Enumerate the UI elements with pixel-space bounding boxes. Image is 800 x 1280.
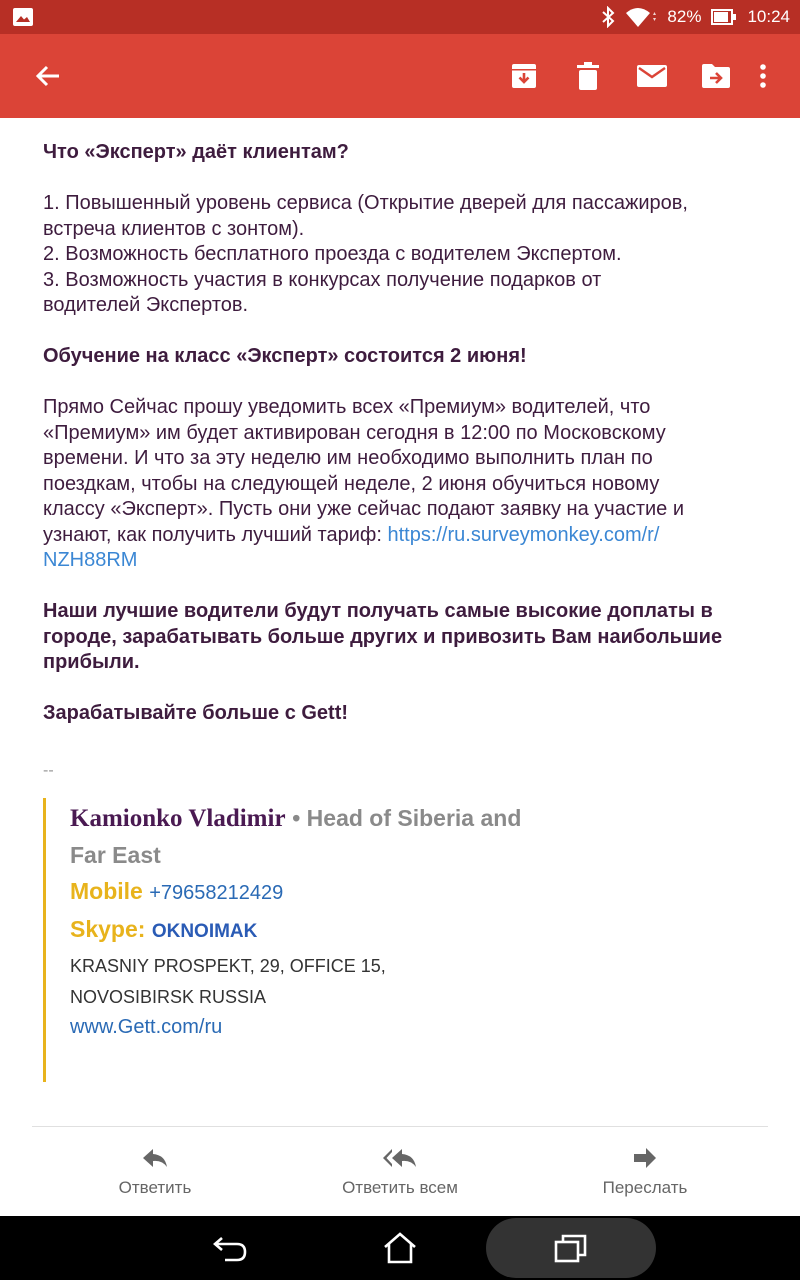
- email-heading-drivers: Наши лучшие водители будут получать самые высокие доплаты в: [43, 600, 713, 622]
- forward-icon: [545, 1140, 745, 1176]
- mail-icon[interactable]: [620, 52, 684, 100]
- address-line: NOVOSIBIRSK RUSSIA: [70, 987, 267, 1007]
- forward-label: Переслать: [602, 1178, 688, 1197]
- survey-link-continued[interactable]: NZH88RM: [43, 549, 138, 571]
- battery-icon: [711, 8, 737, 26]
- email-signature: [43, 798, 643, 1082]
- reply-all-icon: [300, 1140, 500, 1176]
- reply-bar: [0, 1140, 800, 1216]
- email-heading-benefits: Что «Эксперт» даёт клиентам?: [43, 141, 349, 163]
- forward-button[interactable]: [545, 1140, 745, 1210]
- mobile-phone-link[interactable]: +79658212429: [149, 882, 284, 904]
- signature-name: Kamionko Vladimir: [70, 805, 286, 832]
- email-body: [43, 140, 743, 784]
- email-heading-training: Обучение на класс «Эксперт» состоится 2 июня!: [43, 345, 527, 367]
- more-vert-icon[interactable]: [748, 52, 778, 100]
- email-list-line: водителей Экспертов.: [43, 294, 249, 316]
- skype-id[interactable]: OKNOIMAK: [151, 921, 258, 942]
- skype-label: Skype:: [70, 916, 146, 942]
- signature-title: • Head of Siberia and: [292, 805, 522, 831]
- bluetooth-icon: [601, 6, 615, 28]
- email-paragraph-line: поездкам, чтобы на следующей неделе, 2 июня обучиться новому: [43, 472, 660, 495]
- gallery-icon: [12, 7, 34, 27]
- reply-all-label: Ответить всем: [342, 1178, 458, 1197]
- navigation-bar: [0, 1216, 800, 1280]
- email-heading-drivers: прибыли.: [43, 651, 140, 673]
- status-bar: [0, 0, 800, 34]
- email-list-line: 2. Возможность бесплатного проезда с водителем Экспертом.: [43, 243, 622, 265]
- battery-percent: 82%: [667, 7, 702, 26]
- wifi-icon: [625, 6, 657, 28]
- clock: 10:24: [747, 7, 790, 26]
- survey-link[interactable]: https://ru.surveymonkey.com/r/: [387, 523, 660, 546]
- back-arrow-icon[interactable]: [28, 56, 68, 96]
- reply-all-button[interactable]: [300, 1140, 500, 1210]
- mobile-label: Mobile: [70, 878, 143, 904]
- email-paragraph-line: классу «Эксперт». Пусть они уже сейчас подают заявку на участие и: [43, 498, 685, 520]
- email-heading-earn: Зарабатывайте больше с Gett!: [43, 702, 349, 724]
- email-paragraph-line: [43, 523, 743, 549]
- address-line: KRASNIY PROSPEKT, 29, OFFICE 15,: [70, 956, 386, 976]
- email-heading-drivers: городе, зарабатывать больше других и привозить Вам наибольшие: [43, 625, 723, 648]
- nav-home-icon[interactable]: [370, 1216, 430, 1280]
- nav-back-icon[interactable]: [200, 1216, 260, 1280]
- email-list-line: встреча клиентов с зонтом).: [43, 217, 305, 240]
- email-list-line: 1. Повышенный уровень сервиса (Открытие дверей для пассажиров,: [43, 192, 688, 214]
- delete-icon[interactable]: [556, 52, 620, 100]
- nav-recent-apps-icon[interactable]: [540, 1216, 602, 1280]
- signature-title-continued: Far East: [70, 842, 161, 868]
- reply-label: Ответить: [118, 1178, 192, 1197]
- email-paragraph-line: Прямо Сейчас прошу уведомить всех «Премиум» водителей, что: [43, 396, 651, 418]
- email-paragraph-line: времени. И что за эту неделю им необходимо выполнить план по: [43, 447, 653, 469]
- website-link[interactable]: www.Gett.com/ru: [70, 1016, 223, 1038]
- divider: [32, 1126, 768, 1127]
- app-bar: [0, 34, 800, 118]
- signature-separator: --: [43, 762, 54, 779]
- reply-button[interactable]: [55, 1140, 255, 1210]
- move-to-icon[interactable]: [684, 52, 748, 100]
- archive-icon[interactable]: [492, 52, 556, 100]
- reply-icon: [55, 1140, 255, 1176]
- email-paragraph-line: «Премиум» им будет активирован сегодня в 12:00 по Московскому: [43, 421, 666, 444]
- email-list-line: 3. Возможность участия в конкурсах получение подарков от: [43, 268, 602, 291]
- email-paragraph-text: узнают, как получить лучший тариф:: [43, 523, 388, 546]
